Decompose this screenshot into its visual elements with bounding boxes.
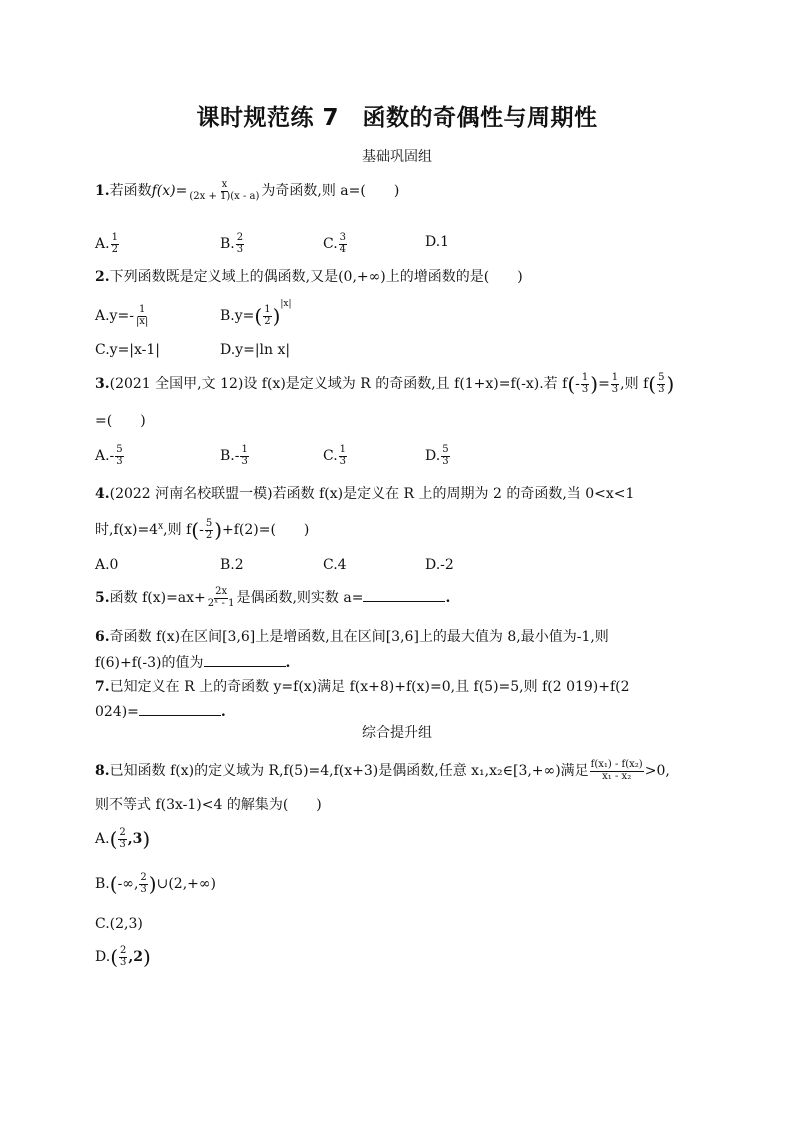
option-b: B.2 [220, 557, 244, 573]
left-paren: ( [254, 304, 263, 328]
option-b [220, 233, 245, 255]
numerator: 1 [611, 372, 619, 383]
fraction [240, 445, 248, 467]
numerator: 2 [119, 827, 126, 838]
right-paren: ) [590, 372, 599, 396]
question-number: 6. [95, 629, 110, 645]
fraction [135, 305, 149, 327]
question-text: 若函数 [109, 183, 152, 199]
question-number: 1. [95, 183, 110, 199]
option-c [323, 233, 348, 255]
fraction [139, 873, 147, 895]
option-label: B.- [220, 448, 240, 464]
right-paren: ) [143, 945, 151, 969]
question-text: 已知函数 f(x)的定义域为 R,f(5)=4,f(x+3)是偶函数,任意 x₁,x₂∈[3,+∞)满足 [109, 763, 589, 779]
option-label: B. [95, 876, 110, 892]
denominator: 3 [339, 455, 347, 467]
page-title: 课时规范练 7 函数的奇偶性与周期性 [196, 105, 598, 131]
option-label: B. [220, 236, 235, 252]
numerator: 1 [581, 372, 589, 383]
left-paren: ( [648, 372, 657, 396]
option-label: A.y=- [95, 308, 134, 324]
numerator: 1 [111, 232, 118, 243]
question-text: 函数 f(x)=ax+ [109, 590, 206, 606]
option-d: D.-2 [425, 557, 454, 573]
question-4 [95, 487, 634, 501]
denominator: 3 [120, 956, 127, 968]
numerator: 5 [442, 444, 449, 455]
option-label: D. [95, 949, 111, 965]
option-d: D.y=|ln x| [220, 342, 291, 358]
numerator: 1 [339, 444, 347, 455]
question-2 [95, 270, 523, 284]
denominator: (2x + 1)(x - a) [189, 190, 260, 202]
option-d: D.1 [425, 234, 450, 250]
denominator: x₁ - x₂ [602, 770, 632, 782]
numerator: 2 [120, 945, 127, 956]
option-c [323, 445, 348, 467]
denominator: 4 [339, 243, 347, 255]
interval-end: ,2 [128, 949, 143, 965]
question-8-continued: 则不等式 f(3x-1)<4 的解集为( ) [95, 797, 322, 813]
question-text: 下列函数既是定义域上的偶函数,又是(0,+∞)上的增函数的是( ) [109, 269, 523, 285]
option-b [220, 445, 250, 467]
option-b [220, 300, 292, 327]
question-text: >0, [644, 763, 670, 779]
fraction [441, 445, 449, 467]
right-paren: ) [666, 372, 675, 396]
fraction [188, 180, 260, 202]
question-7 [95, 680, 630, 694]
left-paren: ( [567, 372, 576, 396]
denominator: 2 [205, 529, 213, 541]
question-4-continued: 时$,f(x)=4^x$,则 f(- $\frac{5}{2}$ )+f(2)=( ) [95, 518, 310, 542]
question-number: 4. [95, 486, 110, 502]
denominator: 3 [658, 383, 665, 395]
right-paren: ) [142, 827, 151, 851]
question-5 [95, 587, 450, 609]
option-a: A.0 [95, 557, 119, 573]
question-text: f(6)+f(-3)的值为 [95, 655, 204, 671]
option-a [95, 305, 150, 327]
question-number: 7. [95, 679, 110, 695]
denominator: 3 [119, 838, 126, 850]
fraction [339, 445, 347, 467]
numerator: 2 [140, 872, 147, 883]
interval-end: ,3 [127, 831, 143, 847]
answer-blank[interactable] [363, 589, 445, 602]
question-1 [95, 180, 399, 202]
fraction [657, 373, 665, 395]
numerator: 5 [116, 444, 123, 455]
question-text: (2021 全国甲,文 12)设 f(x)是定义域为 R 的奇函数,且 f(1+x)=f(-x).若 f [109, 376, 568, 392]
option-label: B.y= [220, 308, 255, 324]
option-label: D. [425, 448, 441, 464]
option-a [95, 233, 120, 255]
function-expression: f(x)= [151, 183, 188, 199]
fraction [111, 233, 119, 255]
question-text: +f(2)=( ) [222, 522, 310, 538]
numerator: 5 [205, 518, 213, 529]
denominator: 2ˣ - 1 [207, 597, 235, 609]
option-d [95, 946, 151, 968]
numerator: 2x [215, 586, 228, 597]
fraction [611, 373, 619, 395]
question-text: ,则 f [620, 376, 649, 392]
denominator: 3 [236, 243, 244, 255]
option-c: C.y=|x-1| [95, 342, 161, 358]
exponent: x [158, 521, 164, 532]
numerator: 1 [264, 304, 271, 315]
numerator: 2 [236, 232, 244, 243]
numerator: x [221, 179, 228, 190]
equals-sign: = [598, 376, 610, 392]
left-paren: ( [109, 872, 118, 896]
fraction [119, 946, 127, 968]
fraction [115, 445, 123, 467]
option-label: C. [323, 236, 338, 252]
right-paren: ) [214, 518, 222, 542]
question-number: 3. [95, 376, 110, 392]
question-text: 时,f(x)=4 [95, 522, 159, 538]
denominator: 3 [116, 455, 123, 467]
denominator: 2 [264, 315, 271, 327]
question-text: 奇函数 f(x)在区间[3,6]上是增函数,且在区间[3,6]上的最大值为 8,最小值为-1,则 [109, 629, 609, 645]
option-label: A.- [95, 448, 115, 464]
option-b [95, 873, 216, 895]
option-label: C. [323, 448, 338, 464]
numerator: 1 [138, 304, 146, 315]
denominator: |x| [135, 315, 149, 327]
fraction [339, 233, 347, 255]
question-text: ,则 f [163, 522, 192, 538]
fraction [236, 233, 244, 255]
fraction [581, 373, 589, 395]
period: . [220, 704, 226, 720]
question-8 [95, 760, 670, 782]
numerator: 5 [658, 372, 665, 383]
question-number: 5. [95, 590, 110, 606]
question-text: 024)= [95, 704, 139, 720]
right-paren: ) [148, 872, 157, 896]
numerator: f(x₁) - f(x₂) [590, 759, 643, 770]
section-heading-advanced: 综合提升组 [362, 725, 432, 741]
period: . [445, 590, 451, 606]
option-a [95, 445, 125, 467]
question-3-continued: =( ) [95, 413, 146, 429]
fraction [263, 305, 271, 327]
answer-blank[interactable] [139, 703, 221, 716]
option-c: C.4 [323, 557, 347, 573]
denominator: 3 [442, 455, 449, 467]
fraction [118, 828, 126, 850]
interval-union: ∪(2,+∞) [156, 876, 216, 892]
denominator: 3 [581, 383, 589, 395]
question-text: 为奇函数,则 a=( ) [261, 183, 400, 199]
left-paren: ( [110, 945, 118, 969]
option-label: A. [95, 236, 110, 252]
question-text: 是偶函数,则实数 a= [236, 590, 364, 606]
question-number: 2. [95, 269, 110, 285]
answer-blank[interactable] [204, 654, 286, 667]
interval-start: -∞, [117, 876, 139, 892]
period: . [285, 655, 291, 671]
question-text: (2022 河南名校联盟一模)若函数 f(x)是定义在 R 上的周期为 2 的奇函数,当 0<x<1 [109, 486, 635, 502]
question-7-continued [95, 703, 226, 719]
section-heading-basic: 基础巩固组 [362, 149, 432, 165]
question-number: 8. [95, 763, 110, 779]
question-6 [95, 630, 609, 644]
denominator: 3 [140, 883, 147, 895]
numerator: 1 [241, 444, 248, 455]
fraction [207, 587, 236, 609]
option-a [95, 828, 150, 850]
numerator: 3 [339, 232, 347, 243]
question-text: 已知定义在 R 上的奇函数 y=f(x)满足 f(x+8)+f(x)=0,且 f(5)=5,则 f(2 019)+f(2 [109, 679, 630, 695]
question-3: 3.(2021 全国甲,文 12)设 f(x)是定义域为 R 的奇函数,且 f(1+x)=f(-x).若 f(- $\frac{1}{3}$ )= $\frac{1}{3}$ ,则 f( $\frac{5}{3}$ ) [95, 372, 675, 396]
denominator: 3 [241, 455, 248, 467]
fraction [205, 519, 213, 541]
option-label: A. [95, 831, 110, 847]
fraction [590, 760, 644, 782]
option-c: C.(2,3) [95, 916, 143, 932]
option-d [425, 445, 451, 467]
question-6-continued [95, 654, 290, 670]
denominator: 3 [611, 383, 619, 395]
right-paren: ) [272, 304, 281, 328]
left-paren: ( [109, 827, 118, 851]
denominator: 2 [111, 243, 118, 255]
exponent: |x| [280, 299, 292, 309]
left-paren: ( [191, 518, 200, 542]
